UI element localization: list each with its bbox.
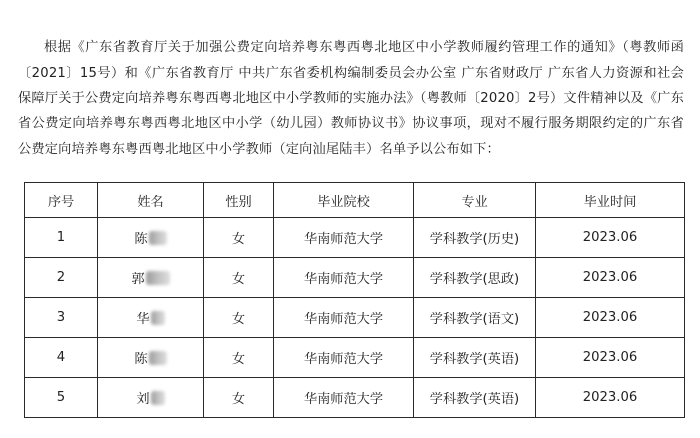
header-name: 姓名 xyxy=(98,183,204,218)
name-text: 陈 xyxy=(134,232,148,247)
cell-seq: 3 xyxy=(25,298,98,338)
header-gender: 性别 xyxy=(204,183,274,218)
name-wrap xyxy=(134,348,166,367)
table-row xyxy=(25,258,685,298)
cell-grad-time: 2023.06 xyxy=(536,378,685,418)
header-seq: 序号 xyxy=(25,183,98,218)
cell-grad-time: 2023.06 xyxy=(536,338,685,378)
table-row xyxy=(25,378,685,418)
cell-major: 学科教学(英语) xyxy=(414,378,536,418)
table-row xyxy=(25,218,685,258)
cell-major: 学科教学(语文) xyxy=(414,298,536,338)
cell-grad-time: 2023.06 xyxy=(536,258,685,298)
cell-major: 学科教学(历史) xyxy=(414,218,536,258)
cell-major: 学科教学(思政) xyxy=(414,258,536,298)
notice-paragraph: 根据《广东省教育厅关于加强公费定向培养粤东粤西粤北地区中小学教师履约管理工作的通知》（粤教师函〔2021〕15号）和《广东省教育厅 中共广东省委机构编制委员会办公室 广东省财政厅 广东省人力资源和社会保障厅关于公费定向培养粤东粤西粤北地区中小学教师的实施办法》（粤教师〔2020〕2号）文件精神以及《广东省公费定向培养粤东粤西粤北地区中小学（幼儿园）教师协议书》协议事项，现对不履行服务期限约定的广东省公费定向培养粤东粤西粤北地区中小学教师（定向汕尾陆丰）名单予以公布如下： xyxy=(18,40,684,157)
table-row xyxy=(25,298,685,338)
header-school: 毕业院校 xyxy=(274,183,414,218)
name-wrap xyxy=(136,388,164,407)
table-header-row xyxy=(25,183,685,218)
cell-major: 学科教学(英语) xyxy=(414,338,536,378)
header-grad-time: 毕业时间 xyxy=(536,183,685,218)
cell-seq: 5 xyxy=(25,378,98,418)
name-text: 华 xyxy=(136,312,150,327)
name-redaction xyxy=(151,391,165,405)
header-major: 专业 xyxy=(414,183,536,218)
name-wrap xyxy=(131,268,169,287)
cell-gender: 女 xyxy=(204,298,274,338)
roster-table xyxy=(24,182,685,418)
cell-grad-time: 2023.06 xyxy=(536,218,685,258)
cell-seq: 2 xyxy=(25,258,98,298)
cell-name xyxy=(98,218,204,258)
cell-gender: 女 xyxy=(204,258,274,298)
cell-name xyxy=(98,338,204,378)
name-text: 郭 xyxy=(131,272,145,287)
name-text: 刘 xyxy=(136,392,150,407)
cell-seq: 1 xyxy=(25,218,98,258)
cell-school: 华南师范大学 xyxy=(274,218,414,258)
name-redaction xyxy=(149,231,167,245)
table-row xyxy=(25,338,685,378)
name-redaction xyxy=(149,351,167,365)
cell-gender: 女 xyxy=(204,338,274,378)
cell-school: 华南师范大学 xyxy=(274,338,414,378)
cell-grad-time: 2023.06 xyxy=(536,298,685,338)
cell-school: 华南师范大学 xyxy=(274,298,414,338)
name-wrap xyxy=(134,228,166,247)
cell-name xyxy=(98,378,204,418)
name-wrap xyxy=(136,308,164,327)
name-text: 陈 xyxy=(134,352,148,367)
cell-name xyxy=(98,258,204,298)
cell-name xyxy=(98,298,204,338)
cell-seq: 4 xyxy=(25,338,98,378)
name-redaction xyxy=(146,271,170,285)
name-redaction xyxy=(151,311,165,325)
cell-school: 华南师范大学 xyxy=(274,258,414,298)
cell-gender: 女 xyxy=(204,218,274,258)
cell-school: 华南师范大学 xyxy=(274,378,414,418)
cell-gender: 女 xyxy=(204,378,274,418)
